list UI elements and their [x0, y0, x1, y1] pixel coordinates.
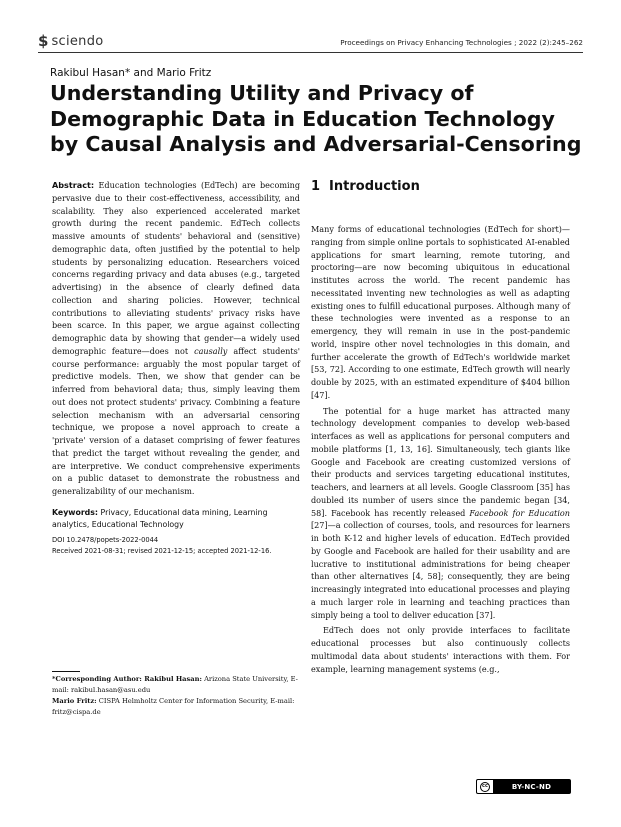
sciendo-logo — [38, 33, 104, 49]
paper-authors: Rakibul Hasan* and Mario Fritz — [50, 67, 212, 79]
intro-text — [311, 223, 570, 675]
footnote-rule — [52, 671, 80, 672]
second-author-note — [52, 696, 300, 718]
corresponding-author-text: Arizona State University, E-mail: rakibul.hasan@asu.edu — [52, 675, 298, 694]
abstract-italic: causally — [194, 345, 228, 356]
paper-title: Understanding Utility and Privacy of Demographic Data in Education Technology by Causal Analysis and Adversarial-Censoring — [50, 81, 582, 156]
keywords-text: Privacy, Educational data mining, Learning analytics, Educational Technology — [52, 507, 268, 529]
second-author-label: Mario Fritz: — [52, 697, 97, 705]
abstract-label: Abstract: — [52, 180, 95, 190]
article-meta — [52, 535, 300, 558]
intro-p2-italic: Facebook for Education — [469, 507, 570, 518]
received-dates: Received 2021-08-31; revised 2021-12-15; accepted 2021-12-16. — [52, 547, 272, 556]
license-label: BY-NC-ND — [511, 782, 552, 791]
section-title: Introduction — [329, 179, 420, 194]
keywords — [52, 507, 300, 531]
creative-commons-icon: cc — [480, 782, 490, 792]
intro-paragraph-2 — [311, 405, 570, 622]
cc-icon-box — [477, 780, 493, 793]
abstract — [52, 179, 300, 498]
sciendo-logo-icon: $ — [38, 31, 49, 50]
keywords-label: Keywords: — [52, 507, 99, 517]
right-column — [311, 179, 570, 675]
journal-citation: Proceedings on Privacy Enhancing Technologies ; 2022 (2):245–262 — [340, 38, 583, 47]
intro-paragraph-1: Many forms of educational technologies (EdTech for short)—ranging from simple online portals to sophisticated AI-enabled applications for smart learning, remote tutoring, and proctoring—are now becoming ubiquitous in educational institutes across the world. The recent pandemic has necessitated inventing new technologies as well as adapting existing ones to fulfill educational purposes. Although many of these technologies were invented as a response to an emergency, they will remain in use in the post-pandemic world, inspire other novel technologies in this domain, and further accelerate the growth of EdTech's worldwide market [53, 72]. According to one estimate, EdTech growth will nearly double by 2025, with an estimated expenditure of $404 billion [47]. — [311, 224, 570, 400]
second-author-text: CISPA Helmholtz Center for Information Security, E-mail: fritz@cispa.de — [52, 697, 295, 716]
header-divider — [38, 52, 583, 53]
left-column — [52, 179, 300, 558]
corresponding-author-note — [52, 674, 300, 696]
abstract-text-before: Education technologies (EdTech) are becoming pervasive due to their cost-effectiveness, accessibility, and scalability. They also experienced accelerated market growth during the recent pandemic. EdTech collects massive amounts of students' behavioral and (sensitive) demographic data, often justified by the potential to help students by personalizing education. Researchers voiced concerns regarding privacy and data abuses (e.g., targeted advertising) in the absence of clearly defined data collection and sharing policies. However, technical contributions to alleviating students' privacy risks have been scarce. In this paper, we argue against collecting demographic data by showing that gender—a widely used demographic feature—does not — [52, 180, 300, 356]
intro-paragraph-3: EdTech does not only provide interfaces to facilitate educational processes but also continuously collects multimodal data about students' interactions with them. For example, learning management systems (e.g., — [311, 625, 570, 674]
sciendo-logo-text: sciendo — [51, 33, 104, 49]
abstract-text-after: affect students' course performance: arguably the most popular target of predictive models. Then, we show that gender can be inferred from behavioral data; thus, simply leaving them out does not protect students' privacy. Combining a feature selection mechanism with an adversarial censoring technique, we propose a novel approach to create a 'private' version of a dataset comprising of fewer features that predict the target without revealing the gender, and are interpretive. We conduct comprehensive experiments on a public dataset to demonstrate the robustness and generalizability of our mechanism. — [52, 345, 300, 496]
section-heading — [311, 179, 570, 195]
corresponding-author-label: *Corresponding Author: Rakibul Hasan: — [52, 675, 202, 683]
doi: DOI 10.2478/popets-2022-0044 — [52, 535, 159, 544]
intro-p2-before: The potential for a huge market has attracted many technology development companies to develop web-based interfaces as well as applications for personal computers and mobile platforms [1, 13, 16]. Simultaneously, tech giants like Google and Facebook are creating customized versions of their products and services targeting educational institutes, teachers, and learners at all levels. Google Classroom [35] has doubled its number of users since the pandemic began [34, 58]. Facebook has recently released — [311, 405, 570, 518]
cc-license-badge[interactable] — [476, 779, 571, 794]
intro-p2-after: [27]—a collection of courses, tools, and resources for learners in both K-12 and higher levels of education. EdTech provided by Google and Facebook are hailed for their usability and are lucrative to institutional administrations for being cheaper than other alternatives [4, 58]; consequently, they are being increasingly integrated into educational processes and playing a much larger role in learning and teaching practices than simply being a tool to deliver education [37]. — [311, 520, 570, 620]
section-number: 1 — [311, 179, 321, 194]
author-footnote — [52, 671, 300, 718]
